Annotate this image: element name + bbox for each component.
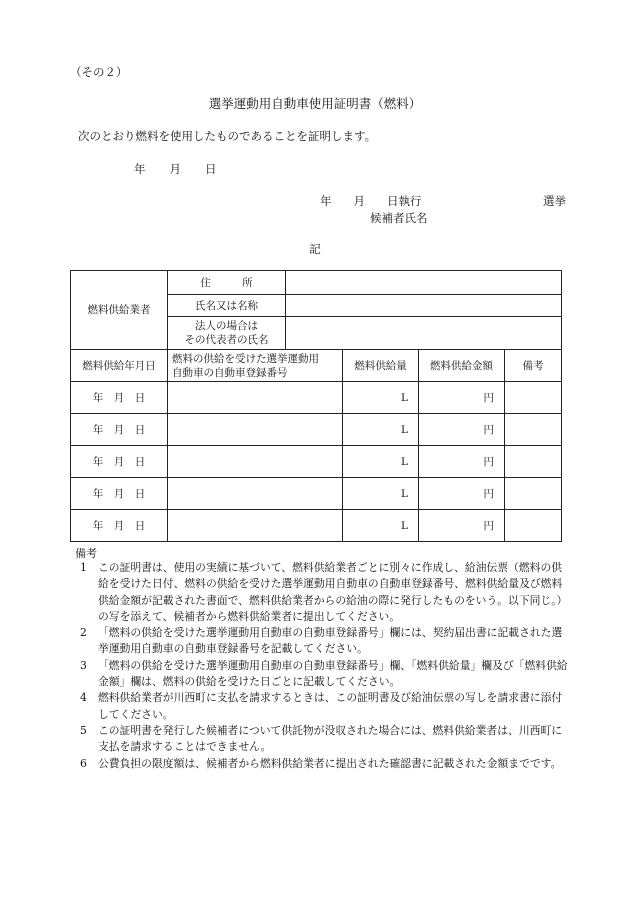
remark-text: この証明書を発行した候補者について供託物が没収された場合には、燃料供給業者は、川西町に支払を請求することはできません。	[98, 723, 563, 754]
row-price-field[interactable]: 円	[419, 446, 505, 478]
document-title: 選挙運動用自動車使用証明書（燃料）	[208, 96, 422, 111]
row-date[interactable]: 年 月 日	[71, 478, 168, 510]
supplier-label: 燃料供給業者	[71, 271, 168, 350]
row-amount-field[interactable]: L	[343, 510, 419, 542]
remark-item	[80, 625, 570, 658]
col-header-price: 燃料供給金額	[419, 350, 505, 382]
issue-date	[134, 161, 217, 177]
row-vehicle-field[interactable]	[168, 382, 343, 414]
issue-date-year: 年	[134, 162, 146, 176]
table-row	[71, 446, 562, 478]
remark-number: 6	[80, 756, 87, 770]
rep-line-2: その代表者の氏名	[184, 334, 269, 346]
rep-line-1: 法人の場合は	[195, 320, 258, 332]
table-row	[71, 510, 562, 542]
election-date	[320, 193, 422, 209]
remark-item	[80, 756, 570, 772]
row-price-field[interactable]: 円	[419, 382, 505, 414]
election-month: 月	[353, 194, 365, 208]
table-row	[71, 478, 562, 510]
col-header-vehicle	[168, 350, 343, 382]
row-note-field[interactable]	[505, 478, 562, 510]
col-header-note: 備考	[505, 350, 562, 382]
vehicle-header-line-2: 自動車の自動車登録番号	[172, 366, 288, 379]
row-date[interactable]: 年 月 日	[71, 382, 168, 414]
remark-number: 3	[80, 658, 87, 672]
row-date[interactable]: 年 月 日	[71, 510, 168, 542]
row-note-field[interactable]	[505, 510, 562, 542]
row-amount-field[interactable]: L	[343, 382, 419, 414]
election-name-label: 選挙	[543, 194, 566, 208]
row-date[interactable]: 年 月 日	[71, 446, 168, 478]
col-header-date: 燃料供給年月日	[71, 350, 168, 382]
remark-text: この証明書は、使用の実績に基づいて、燃料供給業者ごとに別々に作成し、給油伝票（燃料の供給を受けた日付、燃料の供給を受けた選挙運動用自動車の自動車登録番号、燃料供給量及び燃料供給金額が記載された書面で、燃料供給業者からの給油の際に発行したものをいう。以下同じ。）の写を添えて、候補者から燃料供給業者に提出してください。	[98, 561, 568, 623]
row-price-field[interactable]: 円	[419, 478, 505, 510]
row-date[interactable]: 年 月 日	[71, 414, 168, 446]
table-row	[71, 414, 562, 446]
remark-item	[80, 723, 570, 756]
remark-number: 2	[80, 626, 87, 640]
row-vehicle-field[interactable]	[168, 414, 343, 446]
row-note-field[interactable]	[505, 382, 562, 414]
candidate-name-label: 候補者氏名	[370, 211, 428, 225]
row-price-field[interactable]: 円	[419, 510, 505, 542]
supplier-representative-label	[168, 317, 286, 350]
supplier-address-field[interactable]	[286, 271, 562, 295]
remark-number: 5	[80, 723, 87, 737]
supplier-name-label: 氏名又は名称	[168, 295, 286, 317]
remarks-list	[80, 560, 570, 772]
col-header-amount: 燃料供給量	[343, 350, 419, 382]
supplier-representative-field[interactable]	[286, 317, 562, 350]
election-year: 年	[320, 194, 332, 208]
election-day: 日執行	[387, 194, 422, 208]
row-amount-field[interactable]: L	[343, 446, 419, 478]
intro-text: 次のとおり燃料を使用したものであることを証明します。	[78, 129, 377, 143]
remark-item	[80, 658, 570, 691]
row-amount-field[interactable]: L	[343, 414, 419, 446]
supplier-name-field[interactable]	[286, 295, 562, 317]
remark-text: 「燃料の供給を受けた選挙運動用自動車の自動車登録番号」欄には、契約届出書に記載された選挙運動用自動車の自動車登録番号を記載してください。	[98, 626, 563, 656]
row-amount-field[interactable]: L	[343, 478, 419, 510]
ki-heading: 記	[309, 242, 321, 256]
remark-number: 4	[80, 691, 87, 705]
row-vehicle-field[interactable]	[168, 478, 343, 510]
issue-date-day: 日	[205, 162, 217, 176]
row-price-field[interactable]: 円	[419, 414, 505, 446]
row-vehicle-field[interactable]	[168, 510, 343, 542]
row-vehicle-field[interactable]	[168, 446, 343, 478]
remark-item	[80, 560, 570, 625]
remark-text: 公費負担の限度額は、候補者から燃料供給業者に提出された確認書に記載された金額までです。	[98, 756, 562, 770]
remark-number: 1	[80, 561, 87, 574]
remarks-heading: 備考	[75, 547, 97, 560]
remark-text: 「燃料の供給を受けた選挙運動用自動車の自動車登録番号」欄、「燃料供給量」欄及び「燃料供給金額」欄は、燃料の供給を受けた日ごとに記載してください。	[98, 658, 568, 689]
vehicle-header-line-1: 燃料の供給を受けた選挙運動用	[172, 352, 319, 365]
form-number-label: （その２）	[70, 65, 128, 79]
supplier-address-label: 住 所	[168, 271, 286, 295]
row-note-field[interactable]	[505, 414, 562, 446]
issue-date-month: 月	[169, 162, 181, 176]
remark-item	[80, 690, 570, 723]
table-row	[71, 382, 562, 414]
row-note-field[interactable]	[505, 446, 562, 478]
fuel-usage-table	[70, 270, 562, 542]
remark-text: 燃料供給業者が川西町に支払を請求するときは、この証明書及び給油伝票の写しを請求書に添付してください。	[98, 691, 563, 721]
